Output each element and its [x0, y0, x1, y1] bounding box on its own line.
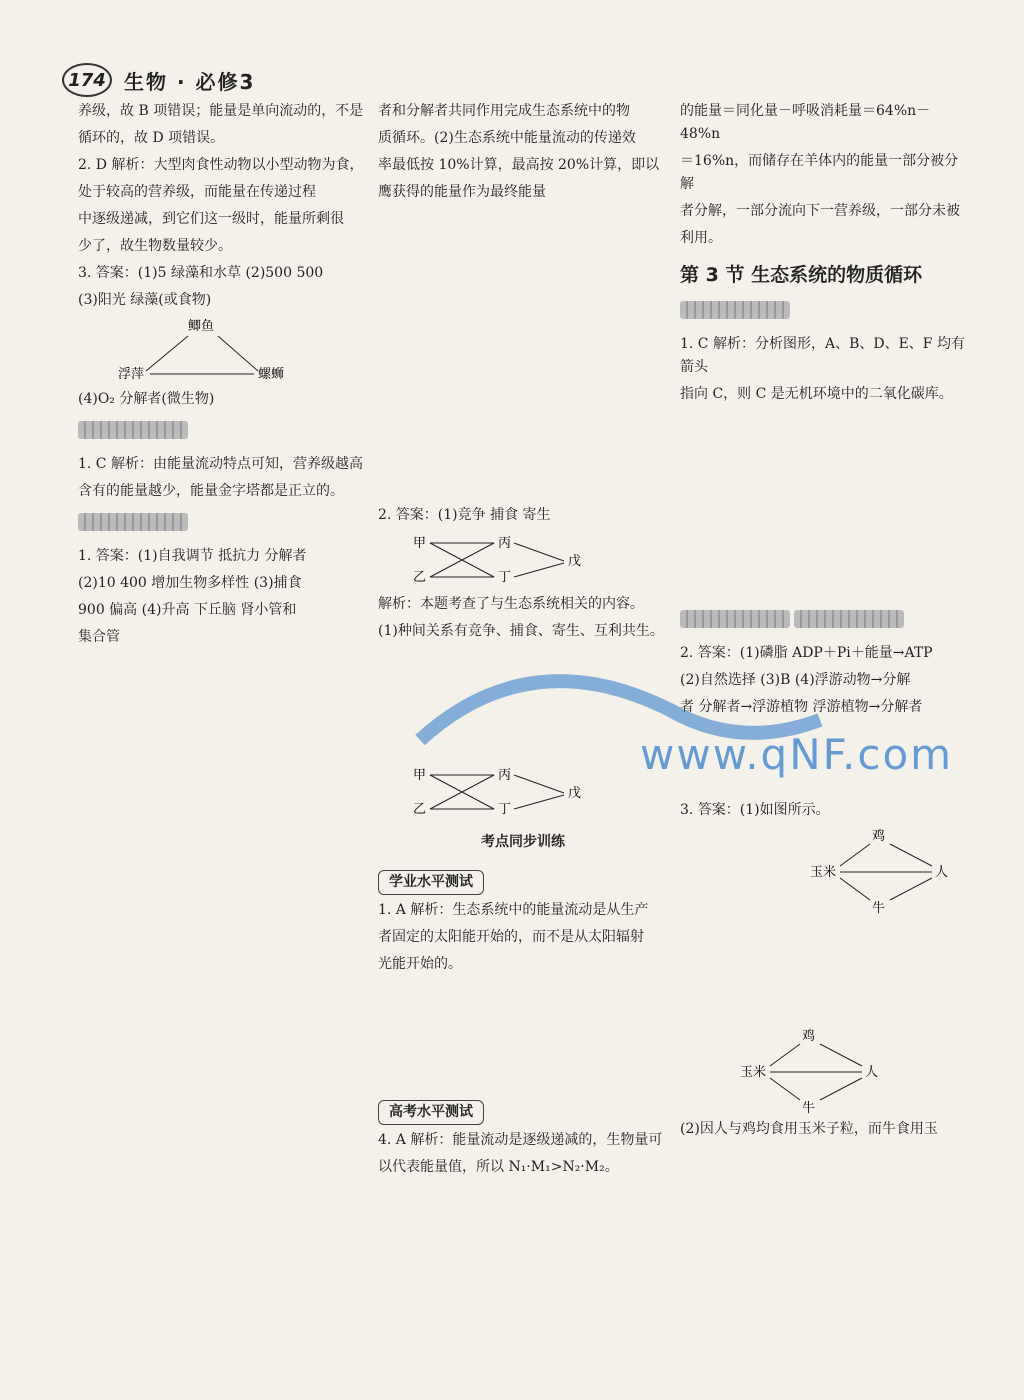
food-web-diagram-2	[408, 531, 608, 591]
section-tag-bar	[680, 301, 790, 319]
text-line: 900 偏高 (4)升高 下丘脑 肾小管和	[78, 602, 297, 618]
section-title: 第 3 节 生态系统的物质循环	[680, 264, 923, 286]
text-line: (2)自然选择 (3)B (4)浮游动物→分解	[680, 672, 911, 688]
text-line: ＝16%n，而储存在羊体内的能量一部分被分解	[680, 153, 959, 192]
node: 鸡	[872, 829, 886, 844]
node-top: 鲫鱼	[188, 319, 215, 334]
node: 玉米	[740, 1065, 767, 1080]
text-line: 3. 答案：(1)如图所示。	[680, 802, 830, 818]
text-line: 的能量＝同化量－呼吸消耗量＝64%n－48%n	[680, 103, 931, 142]
col1-lines	[78, 100, 368, 312]
text-line: (2)10 400 增加生物多样性 (3)捕食	[78, 575, 302, 591]
node: 牛	[872, 901, 886, 916]
arrow	[770, 1078, 800, 1100]
text-line: 3. 答案：(1)5 绿藻和水草 (2)500 500	[78, 265, 324, 281]
section-tag-bar	[78, 513, 188, 531]
food-web-diagram-4	[810, 826, 960, 916]
arrow	[840, 844, 870, 866]
text-line: 者固定的太阳能开始的，而不是从太阳辐射	[378, 929, 644, 945]
section-tag-bar	[78, 421, 188, 439]
node: 甲	[413, 536, 427, 551]
text-line: (1)种间关系有竞争、捕食、寄生、互利共生。	[378, 623, 664, 639]
text-line: (2)因人与鸡均食用玉米子粒，而牛食用玉	[680, 1121, 938, 1137]
text-line: 2. D 解析：大型肉食性动物以小型动物为食，	[78, 157, 364, 173]
node: 甲	[413, 768, 427, 783]
node: 鸡	[802, 1029, 816, 1044]
text-line: (3)阳光 绿藻(或食物)	[78, 292, 212, 308]
arrow	[890, 878, 932, 900]
text-line: 少了，故生物数量较少。	[78, 238, 232, 254]
node: 丙	[498, 536, 512, 551]
column-left	[78, 100, 368, 653]
arrow	[820, 1044, 862, 1066]
node: 丙	[498, 768, 512, 783]
text-line: 解析：本题考查了与生态系统相关的内容。	[378, 596, 644, 612]
text-line: 质循环。(2)生态系统中能量流动的传递效	[378, 130, 636, 146]
arrow	[840, 878, 870, 900]
food-web-diagram-1	[108, 316, 308, 386]
text-line: 1. A 解析：生态系统中的能量流动是从生产	[378, 902, 649, 918]
book-title: 生物 · 必修3	[124, 69, 256, 94]
text-line: 率最低按 10%计算，最高按 20%计算，即以	[378, 157, 660, 173]
text-line: 循环的，故 D 项错误。	[78, 130, 225, 146]
node: 牛	[802, 1101, 816, 1116]
section-heading: 考点同步训练	[481, 834, 565, 850]
node: 丁	[498, 570, 512, 585]
level-tag: 学业水平测试	[378, 870, 484, 895]
text-line: 鹰获得的能量作为最终能量	[378, 184, 546, 200]
text-line: 2. 答案：(1)竞争 捕食 寄生	[378, 507, 551, 523]
text-line: 者和分解者共同作用完成生态系统中的物	[378, 103, 630, 119]
food-web-diagram-5	[740, 1026, 890, 1116]
text-line: 利用。	[680, 230, 722, 246]
node: 戊	[568, 786, 582, 801]
text-line: (4)O₂ 分解者(微生物)	[78, 391, 215, 407]
arrow	[890, 844, 932, 866]
node-right: 螺蛳	[258, 367, 285, 382]
text-line: 1. C 解析：分析图形，A、B、D、E、F 均有箭头	[680, 336, 965, 375]
node: 乙	[413, 570, 427, 585]
text-line: 集合管	[78, 629, 120, 645]
node: 玉米	[810, 865, 837, 880]
text-line: 中逐级递减，到它们这一级时，能量所剩很	[78, 211, 344, 227]
arrow	[218, 336, 258, 371]
text-line: 1. C 解析：由能量流动特点可知，营养级越高	[78, 456, 363, 472]
arrow	[770, 1044, 800, 1066]
level-tag: 高考水平测试	[378, 1100, 484, 1125]
text-line: 者分解，一部分流向下一营养级，一部分未被	[680, 203, 960, 219]
text-line: 指向 C，则 C 是无机环境中的二氧化碳库。	[680, 386, 953, 402]
text-line: 含有的能量越少，能量金字塔都是正立的。	[78, 483, 344, 499]
node: 乙	[413, 802, 427, 817]
text-line: 以代表能量值，所以 N₁·M₁>N₂·M₂。	[378, 1159, 619, 1175]
arrow	[146, 336, 188, 371]
text-line: 4. A 解析：能量流动是逐级递减的，生物量可	[378, 1132, 663, 1148]
text-line: 1. 答案：(1)自我调节 抵抗力 分解者	[78, 548, 307, 564]
arrow	[514, 563, 564, 577]
node: 丁	[498, 802, 512, 817]
node: 人	[865, 1065, 879, 1080]
text-line: 者 分解者→浮游植物 浮游植物→分解者	[680, 699, 923, 715]
node: 戊	[568, 554, 582, 569]
text-line: 2. 答案：(1)磷脂 ADP＋Pi＋能量→ATP	[680, 645, 933, 661]
node-left: 浮萍	[118, 367, 145, 382]
page-header	[62, 60, 255, 100]
arrow	[514, 543, 564, 561]
text-line: 处于较高的营养级，而能量在传递过程	[78, 184, 316, 200]
arrow	[820, 1078, 862, 1100]
node: 人	[935, 865, 949, 880]
watermark-text: www.qNF.com	[640, 730, 954, 779]
text-line: 光能开始的。	[378, 956, 462, 972]
text-line: 养级，故 B 项错误；能量是单向流动的，不是	[78, 103, 364, 119]
page-number: 174	[62, 63, 112, 97]
